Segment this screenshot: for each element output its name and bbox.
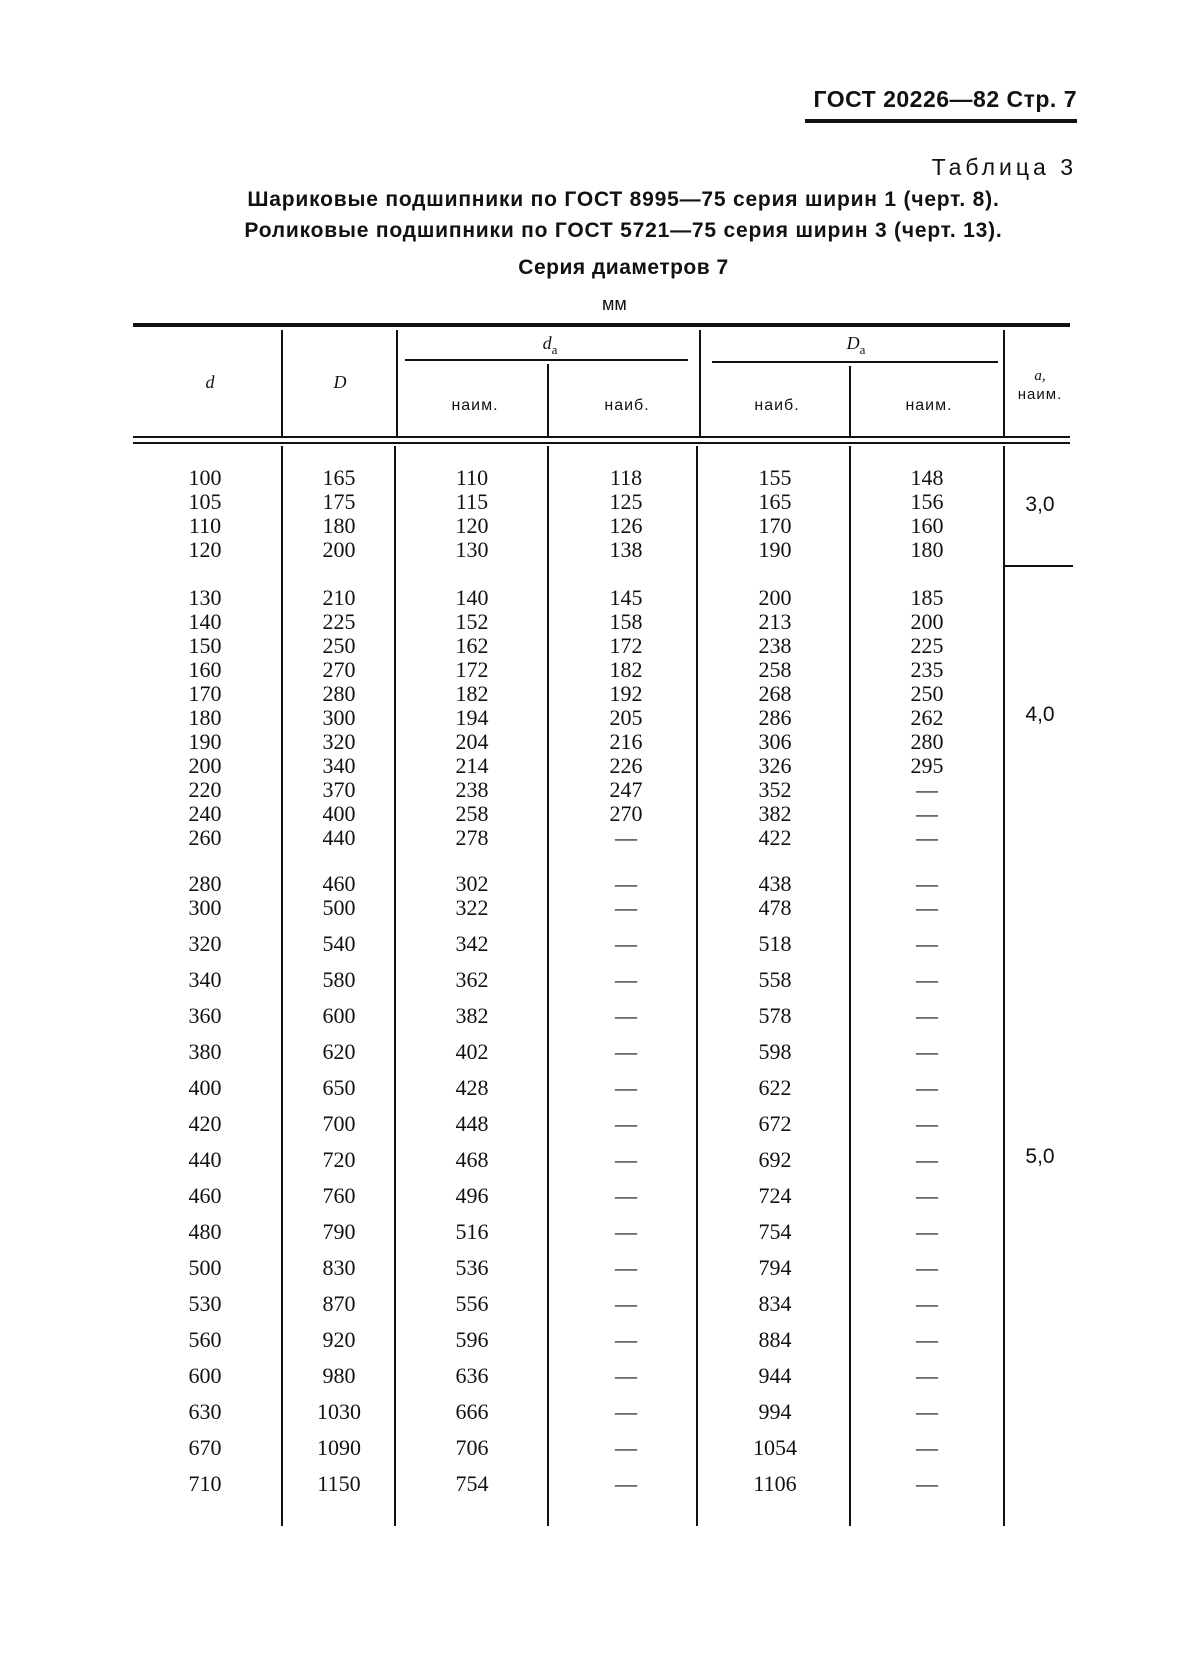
cell-da-max: — (615, 1399, 637, 1424)
cell-Da-max: 578 (758, 1003, 792, 1028)
cell-Da-max: 518 (758, 931, 792, 956)
col-header-Da-min: наим. (905, 397, 953, 414)
cell-d: 710 (188, 1471, 222, 1496)
cell-Da-max: 268 (758, 681, 792, 706)
cell-a-min: 5,0 (1025, 1145, 1055, 1168)
cell-Da-min: 148 (910, 465, 944, 490)
col-divider-d-D (281, 330, 283, 436)
cell-da-max: 126 (609, 513, 643, 538)
cell-da-min: 152 (455, 609, 489, 634)
col-header-a-line2: наим. (1017, 386, 1063, 403)
col-header-da-symbol: d (542, 333, 552, 353)
cell-Da-min: — (916, 1435, 938, 1460)
cell-D: 980 (322, 1363, 356, 1388)
cell-D: 340 (322, 753, 356, 778)
cell-da-max: 158 (609, 609, 643, 634)
cell-D: 250 (322, 633, 356, 658)
cell-Da-min: — (916, 801, 938, 826)
cell-Da-max: 422 (758, 825, 792, 850)
a-group-divider (1005, 565, 1073, 567)
col-divider-Da-a-body (1003, 446, 1005, 1526)
cell-d: 280 (188, 871, 222, 896)
cell-Da-min: 250 (910, 681, 944, 706)
cell-da-min: 140 (455, 585, 489, 610)
cell-da-max: 138 (609, 537, 643, 562)
cell-da-min: 536 (455, 1255, 489, 1280)
cell-Da-max: 754 (758, 1219, 792, 1244)
cell-Da-max: 238 (758, 633, 792, 658)
cell-d: 420 (188, 1111, 222, 1136)
cell-Da-max: 286 (758, 705, 792, 730)
cell-D: 1090 (317, 1435, 361, 1460)
cell-Da-min: — (916, 1327, 938, 1352)
cell-da-max: 205 (609, 705, 643, 730)
cell-d: 140 (188, 609, 222, 634)
cell-da-max: — (615, 1219, 637, 1244)
cell-D: 300 (322, 705, 356, 730)
cell-Da-max: 306 (758, 729, 792, 754)
cell-da-min: 182 (455, 681, 489, 706)
cell-Da-min: — (916, 1111, 938, 1136)
cell-da-max: — (615, 1111, 637, 1136)
cell-d: 180 (188, 705, 222, 730)
cell-D: 210 (322, 585, 356, 610)
cell-Da-max: 724 (758, 1183, 792, 1208)
col-divider-D-da (396, 330, 398, 436)
cell-d: 360 (188, 1003, 222, 1028)
cell-Da-max: 558 (758, 967, 792, 992)
cell-da-max: — (615, 1291, 637, 1316)
cell-d: 460 (188, 1183, 222, 1208)
cell-Da-min: — (916, 1147, 938, 1172)
cell-D: 175 (322, 489, 356, 514)
cell-da-max: — (615, 967, 637, 992)
cell-Da-min: 235 (910, 657, 944, 682)
cell-D: 370 (322, 777, 356, 802)
cell-Da-min: — (916, 1291, 938, 1316)
cell-Da-max: 382 (758, 801, 792, 826)
cell-Da-max: 1054 (753, 1435, 797, 1460)
col-divider-da-Da-body (696, 446, 698, 1526)
cell-d: 400 (188, 1075, 222, 1100)
col-header-Da (826, 333, 886, 357)
cell-d: 630 (188, 1399, 222, 1424)
col-divider-da-min-max-body (547, 446, 549, 1526)
col-divider-Da-max-min (849, 366, 851, 436)
cell-d: 200 (188, 753, 222, 778)
cell-da-min: 428 (455, 1075, 489, 1100)
cell-D: 400 (322, 801, 356, 826)
cell-Da-max: 622 (758, 1075, 792, 1100)
cell-Da-max: 190 (758, 537, 792, 562)
cell-d: 560 (188, 1327, 222, 1352)
cell-Da-max: 258 (758, 657, 792, 682)
cell-da-max: 118 (609, 465, 643, 490)
cell-Da-min: — (916, 967, 938, 992)
cell-da-max: — (615, 1039, 637, 1064)
col-header-da-max: наиб. (604, 397, 650, 414)
cell-Da-max: 170 (758, 513, 792, 538)
cell-da-max: 247 (609, 777, 643, 802)
cell-da-max: — (615, 1183, 637, 1208)
cell-da-max: — (615, 1327, 637, 1352)
cell-a-min: 4,0 (1025, 703, 1055, 726)
col-divider-da-Da (699, 330, 701, 436)
cell-Da-min: — (916, 871, 938, 896)
cell-d: 150 (188, 633, 222, 658)
cell-Da-min: 225 (910, 633, 944, 658)
cell-D: 830 (322, 1255, 356, 1280)
cell-Da-min: 200 (910, 609, 944, 634)
cell-Da-max: 200 (758, 585, 792, 610)
cell-D: 1030 (317, 1399, 361, 1424)
cell-Da-max: 672 (758, 1111, 792, 1136)
cell-Da-min: 180 (910, 537, 944, 562)
cell-Da-min: — (916, 1399, 938, 1424)
cell-da-min: 322 (455, 895, 489, 920)
cell-da-min: 402 (455, 1039, 489, 1064)
caption-diameter-series: Серия диаметров 7 (518, 256, 729, 279)
cell-da-max: — (615, 1255, 637, 1280)
cell-da-min: 556 (455, 1291, 489, 1316)
cell-da-min: 706 (455, 1435, 489, 1460)
cell-da-min: 120 (455, 513, 489, 538)
cell-Da-max: 794 (758, 1255, 792, 1280)
cell-Da-max: 944 (758, 1363, 792, 1388)
cell-da-max: — (615, 931, 637, 956)
cell-Da-min: — (916, 1003, 938, 1028)
cell-da-min: 666 (455, 1399, 489, 1424)
cell-da-max: — (615, 1471, 637, 1496)
cell-da-max: — (615, 1147, 637, 1172)
cell-da-min: 754 (455, 1471, 489, 1496)
cell-D: 280 (322, 681, 356, 706)
cell-da-min: 172 (455, 657, 489, 682)
cell-Da-max: 213 (758, 609, 792, 634)
cell-da-min: 162 (455, 633, 489, 658)
cell-Da-min: — (916, 1183, 938, 1208)
cell-d: 240 (188, 801, 222, 826)
cell-da-min: 362 (455, 967, 489, 992)
col-divider-da-min-max (547, 364, 549, 436)
cell-Da-max: 834 (758, 1291, 792, 1316)
cell-da-min: 596 (455, 1327, 489, 1352)
cell-D: 225 (322, 609, 356, 634)
cell-Da-min: — (916, 825, 938, 850)
cell-d: 530 (188, 1291, 222, 1316)
cell-D: 440 (322, 825, 356, 850)
cell-Da-min: — (916, 1075, 938, 1100)
caption-roller-bearings: Роликовые подшипники по ГОСТ 5721—75 серия ширин 3 (черт. 13). (244, 219, 1003, 242)
col-header-Da-subscript: a (859, 342, 866, 357)
cell-Da-min: — (916, 895, 938, 920)
cell-Da-min: — (916, 1219, 938, 1244)
cell-D: 460 (322, 871, 356, 896)
da-group-rule (405, 359, 688, 361)
cell-d: 160 (188, 657, 222, 682)
cell-D: 650 (322, 1075, 356, 1100)
cell-da-max: 172 (609, 633, 643, 658)
col-divider-D-da-body (394, 446, 396, 1526)
cell-Da-min: 156 (910, 489, 944, 514)
cell-da-max: — (615, 895, 637, 920)
cell-da-min: 468 (455, 1147, 489, 1172)
cell-Da-max: 155 (758, 465, 792, 490)
cell-d: 105 (188, 489, 222, 514)
Da-group-rule (712, 361, 998, 363)
cell-Da-max: 692 (758, 1147, 792, 1172)
header-rule (805, 119, 1077, 123)
cell-D: 920 (322, 1327, 356, 1352)
cell-Da-max: 994 (758, 1399, 792, 1424)
cell-da-min: 258 (455, 801, 489, 826)
header-bottom-rule-2 (133, 442, 1070, 444)
cell-Da-min: — (916, 777, 938, 802)
cell-da-min: 194 (455, 705, 489, 730)
cell-D: 870 (322, 1291, 356, 1316)
caption-ball-bearings: Шариковые подшипники по ГОСТ 8995—75 серия ширин 1 (черт. 8). (247, 188, 1000, 211)
table-label: Таблица 3 (931, 154, 1077, 180)
cell-D: 600 (322, 1003, 356, 1028)
cell-da-min: 278 (455, 825, 489, 850)
cell-d: 100 (188, 465, 222, 490)
cell-D: 760 (322, 1183, 356, 1208)
header-bottom-rule-1 (133, 436, 1070, 438)
cell-D: 180 (322, 513, 356, 538)
cell-d: 340 (188, 967, 222, 992)
cell-d: 170 (188, 681, 222, 706)
cell-a-min: 3,0 (1025, 493, 1055, 516)
units-label: мм (602, 294, 627, 314)
cell-da-min: 302 (455, 871, 489, 896)
cell-d: 670 (188, 1435, 222, 1460)
cell-Da-min: 280 (910, 729, 944, 754)
cell-D: 1150 (317, 1471, 361, 1496)
cell-D: 200 (322, 537, 356, 562)
cell-Da-max: 478 (758, 895, 792, 920)
cell-da-max: — (615, 1003, 637, 1028)
cell-Da-min: — (916, 1471, 938, 1496)
cell-D: 620 (322, 1039, 356, 1064)
cell-da-min: 636 (455, 1363, 489, 1388)
cell-D: 500 (322, 895, 356, 920)
cell-d: 260 (188, 825, 222, 850)
cell-D: 320 (322, 729, 356, 754)
cell-d: 320 (188, 931, 222, 956)
cell-d: 600 (188, 1363, 222, 1388)
cell-Da-max: 352 (758, 777, 792, 802)
cell-da-min: 342 (455, 931, 489, 956)
cell-D: 540 (322, 931, 356, 956)
cell-da-max: 216 (609, 729, 643, 754)
cell-da-min: 516 (455, 1219, 489, 1244)
col-header-da-min: наим. (451, 397, 499, 414)
cell-d: 300 (188, 895, 222, 920)
cell-da-min: 382 (455, 1003, 489, 1028)
cell-D: 165 (322, 465, 356, 490)
cell-da-max: 226 (609, 753, 643, 778)
cell-da-max: 182 (609, 657, 643, 682)
col-header-d: d (205, 372, 215, 392)
cell-Da-max: 1106 (753, 1471, 797, 1496)
cell-da-min: 204 (455, 729, 489, 754)
cell-da-max: 125 (609, 489, 643, 514)
cell-Da-min: — (916, 1255, 938, 1280)
cell-Da-max: 326 (758, 753, 792, 778)
cell-D: 720 (322, 1147, 356, 1172)
cell-Da-min: — (916, 1363, 938, 1388)
cell-Da-min: — (916, 1039, 938, 1064)
cell-D: 790 (322, 1219, 356, 1244)
cell-da-min: 130 (455, 537, 489, 562)
cell-da-min: 115 (455, 489, 489, 514)
cell-d: 440 (188, 1147, 222, 1172)
col-divider-Da-a (1003, 330, 1005, 436)
page-header (0, 0, 1187, 140)
cell-Da-max: 884 (758, 1327, 792, 1352)
cell-da-max: — (615, 1435, 637, 1460)
cell-da-min: 448 (455, 1111, 489, 1136)
cell-d: 500 (188, 1255, 222, 1280)
col-header-Da-symbol: D (846, 333, 860, 353)
cell-da-min: 214 (455, 753, 489, 778)
cell-d: 190 (188, 729, 222, 754)
cell-Da-max: 598 (758, 1039, 792, 1064)
cell-d: 220 (188, 777, 222, 802)
cell-da-max: — (615, 1075, 637, 1100)
cell-da-max: — (615, 871, 637, 896)
col-header-da-subscript: a (551, 342, 558, 357)
col-header-da (520, 333, 580, 357)
cell-Da-min: 185 (910, 585, 944, 610)
cell-da-max: 145 (609, 585, 643, 610)
cell-d: 480 (188, 1219, 222, 1244)
col-header-Da-max: наиб. (754, 397, 800, 414)
cell-Da-max: 165 (758, 489, 792, 514)
cell-Da-max: 438 (758, 871, 792, 896)
cell-da-max: 192 (609, 681, 643, 706)
cell-da-min: 496 (455, 1183, 489, 1208)
cell-da-max: — (615, 825, 637, 850)
document-reference: ГОСТ 20226—82 Стр. 7 (813, 86, 1077, 112)
cell-d: 120 (188, 537, 222, 562)
cell-da-min: 110 (455, 465, 489, 490)
cell-d: 380 (188, 1039, 222, 1064)
cell-da-min: 238 (455, 777, 489, 802)
cell-d: 110 (188, 513, 222, 538)
col-header-D: D (333, 372, 347, 392)
cell-D: 580 (322, 967, 356, 992)
cell-Da-min: 262 (910, 705, 944, 730)
cell-D: 700 (322, 1111, 356, 1136)
cell-d: 130 (188, 585, 222, 610)
cell-Da-min: 295 (910, 753, 944, 778)
cell-Da-min: 160 (910, 513, 944, 538)
cell-Da-min: — (916, 931, 938, 956)
col-divider-Da-max-min-body (849, 446, 851, 1526)
col-divider-d-D-body (281, 446, 283, 1526)
cell-da-max: — (615, 1363, 637, 1388)
table-top-rule (133, 323, 1070, 327)
col-header-a-line1: a, (1034, 368, 1046, 384)
cell-D: 270 (322, 657, 356, 682)
cell-da-max: 270 (609, 801, 643, 826)
